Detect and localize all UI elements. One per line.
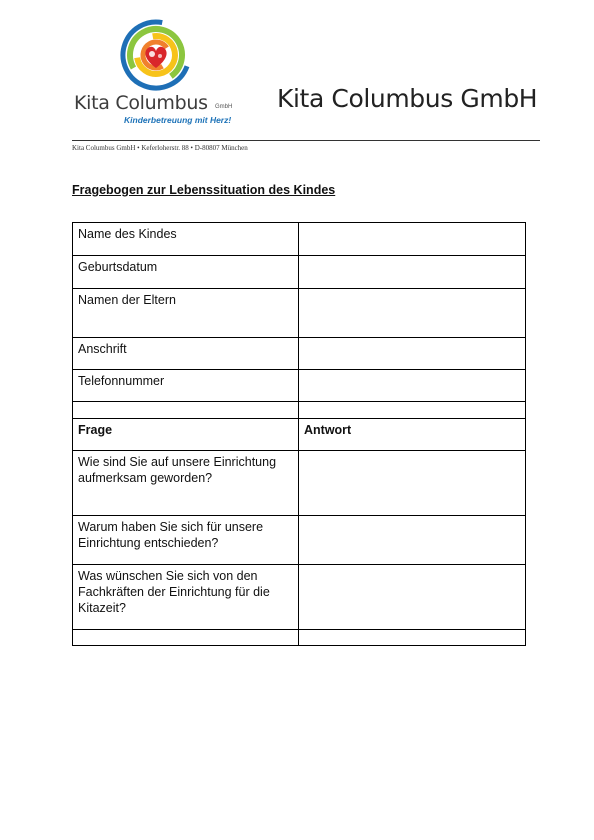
logo-name: Kita Columbus [74, 92, 208, 114]
table-row [73, 565, 526, 630]
table-row [73, 256, 526, 289]
answer-field[interactable] [299, 565, 526, 630]
field-value[interactable] [299, 223, 526, 256]
table-row [73, 289, 526, 338]
field-label: Name des Kindes [73, 223, 299, 256]
company-logo [72, 18, 242, 130]
logo-gmbh: GmbH [215, 104, 233, 110]
question-text: Warum haben Sie sich für unsere Einrichtung entschieden? [73, 516, 299, 565]
kita-columbus-logo-icon [117, 18, 195, 96]
table-row [73, 451, 526, 516]
column-header-answer: Antwort [299, 419, 526, 451]
field-label: Anschrift [73, 338, 299, 370]
field-value[interactable] [299, 289, 526, 338]
answer-field[interactable] [299, 516, 526, 565]
field-value[interactable] [299, 370, 526, 402]
spacer-row [73, 402, 526, 419]
table-row [73, 370, 526, 402]
table-row [73, 223, 526, 256]
logo-slogan: Kinderbetreuung mit Herz! [124, 115, 232, 125]
document-title: Fragebogen zur Lebenssituation des Kindes [72, 183, 336, 197]
table-row [73, 338, 526, 370]
field-value[interactable] [299, 338, 526, 370]
column-header-question: Frage [73, 419, 299, 451]
answer-field[interactable] [299, 451, 526, 516]
field-label: Geburtsdatum [73, 256, 299, 289]
field-label: Telefonnummer [73, 370, 299, 402]
question-text: Was wünschen Sie sich von den Fachkräften der Einrichtung für die Kitazeit? [73, 565, 299, 630]
field-value[interactable] [299, 256, 526, 289]
table-header-row [73, 419, 526, 451]
question-text: Wie sind Sie auf unsere Einrichtung aufmerksam geworden? [73, 451, 299, 516]
company-address: Kita Columbus GmbH • Keferloherstr. 88 • D-80807 München [72, 144, 248, 152]
header-divider [72, 140, 540, 141]
questionnaire-table [72, 222, 526, 646]
table-row [73, 516, 526, 565]
field-label: Namen der Eltern [73, 289, 299, 338]
spacer-row [73, 630, 526, 646]
company-title: Kita Columbus GmbH [277, 84, 538, 113]
